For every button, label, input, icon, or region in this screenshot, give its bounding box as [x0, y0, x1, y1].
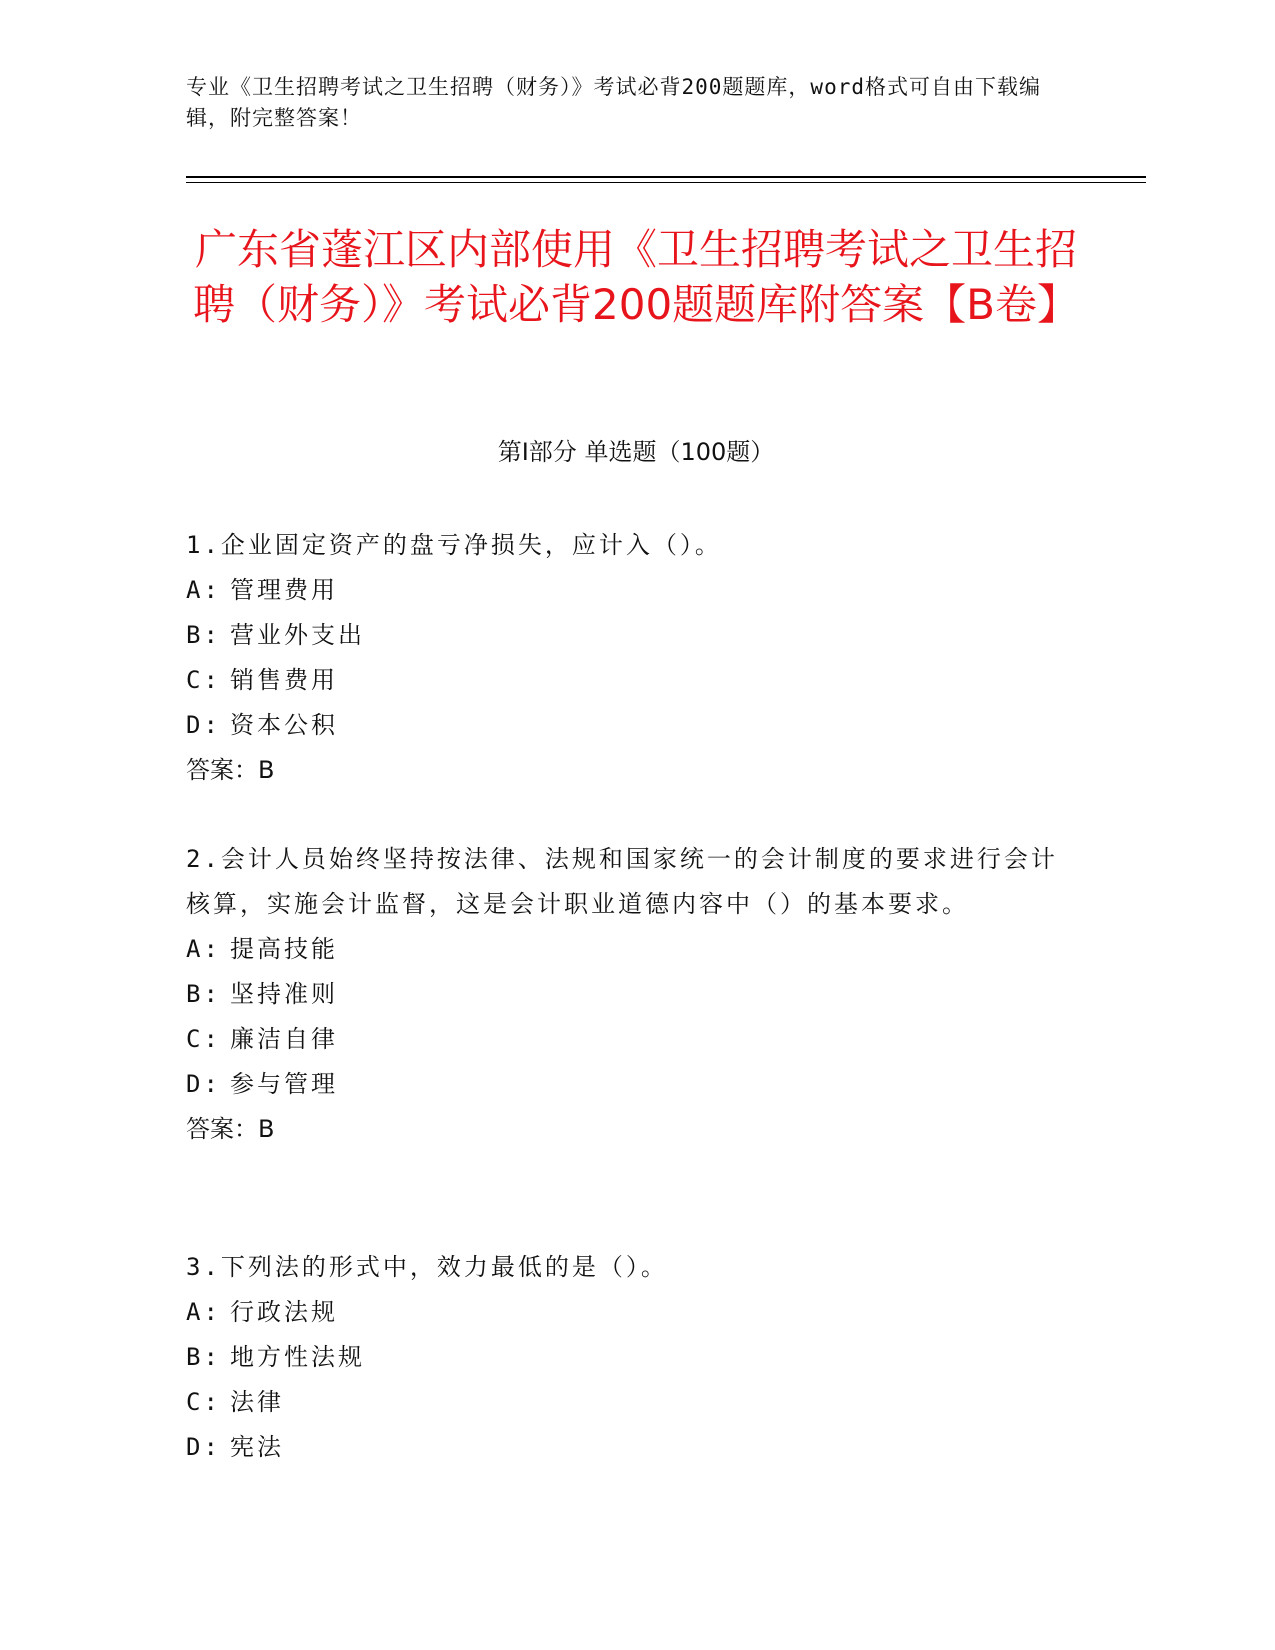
option-text: 管理费用	[230, 576, 338, 604]
intro-text: 专业《卫生招聘考试之卫生招聘（财务）》考试必背200题题库，word格式可自由下载编辑，附完整答案！	[186, 75, 1041, 130]
option-text: 提高技能	[230, 935, 338, 963]
option-c	[186, 1380, 1066, 1425]
option-key: B:	[186, 1343, 221, 1371]
option-key: C:	[186, 666, 221, 694]
option-d	[186, 703, 1066, 748]
option-a	[186, 568, 1066, 613]
option-d	[186, 1425, 1066, 1470]
question-2	[186, 837, 1066, 1152]
option-text: 地方性法规	[230, 1343, 365, 1371]
option-key: A:	[186, 1298, 221, 1326]
option-text: 资本公积	[230, 711, 338, 739]
document-title: 广东省蓬江区内部使用《卫生招聘考试之卫生招聘（财务）》考试必背200题题库附答案【B卷】	[193, 225, 1079, 329]
option-key: B:	[186, 621, 221, 649]
header-rule-thick	[186, 176, 1146, 178]
option-key: D:	[186, 1070, 221, 1098]
option-a	[186, 1290, 1066, 1335]
option-text: 参与管理	[230, 1070, 338, 1098]
option-key: A:	[186, 576, 221, 604]
option-text: 坚持准则	[230, 980, 338, 1008]
option-b	[186, 613, 1066, 658]
question-stem: 2.会计人员始终坚持按法律、法规和国家统一的会计制度的要求进行会计核算，实施会计监督，这是会计职业道德内容中（）的基本要求。	[186, 845, 1058, 918]
option-text: 宪法	[230, 1433, 284, 1461]
question-1	[186, 523, 1066, 793]
option-a	[186, 927, 1066, 972]
question-stem: 3.下列法的形式中，效力最低的是（）。	[186, 1253, 668, 1281]
option-d	[186, 1062, 1066, 1107]
option-key: D:	[186, 1433, 221, 1461]
answer-line: 答案：B	[186, 1115, 275, 1143]
answer-line: 答案：B	[186, 756, 275, 784]
option-text: 营业外支出	[230, 621, 365, 649]
question-stem: 1.企业固定资产的盘亏净损失，应计入（）。	[186, 531, 722, 559]
option-key: A:	[186, 935, 221, 963]
option-text: 销售费用	[230, 666, 338, 694]
option-key: B:	[186, 980, 221, 1008]
header-rule-thin	[186, 182, 1146, 183]
option-text: 廉洁自律	[230, 1025, 338, 1053]
option-b	[186, 1335, 1066, 1380]
option-text: 行政法规	[230, 1298, 338, 1326]
section-heading: 第Ⅰ部分 单选题（100题）	[497, 438, 775, 466]
question-3	[186, 1245, 1066, 1470]
option-key: D:	[186, 711, 221, 739]
option-key: C:	[186, 1388, 221, 1416]
option-key: C:	[186, 1025, 221, 1053]
option-b	[186, 972, 1066, 1017]
option-text: 法律	[230, 1388, 284, 1416]
option-c	[186, 658, 1066, 703]
option-c	[186, 1017, 1066, 1062]
